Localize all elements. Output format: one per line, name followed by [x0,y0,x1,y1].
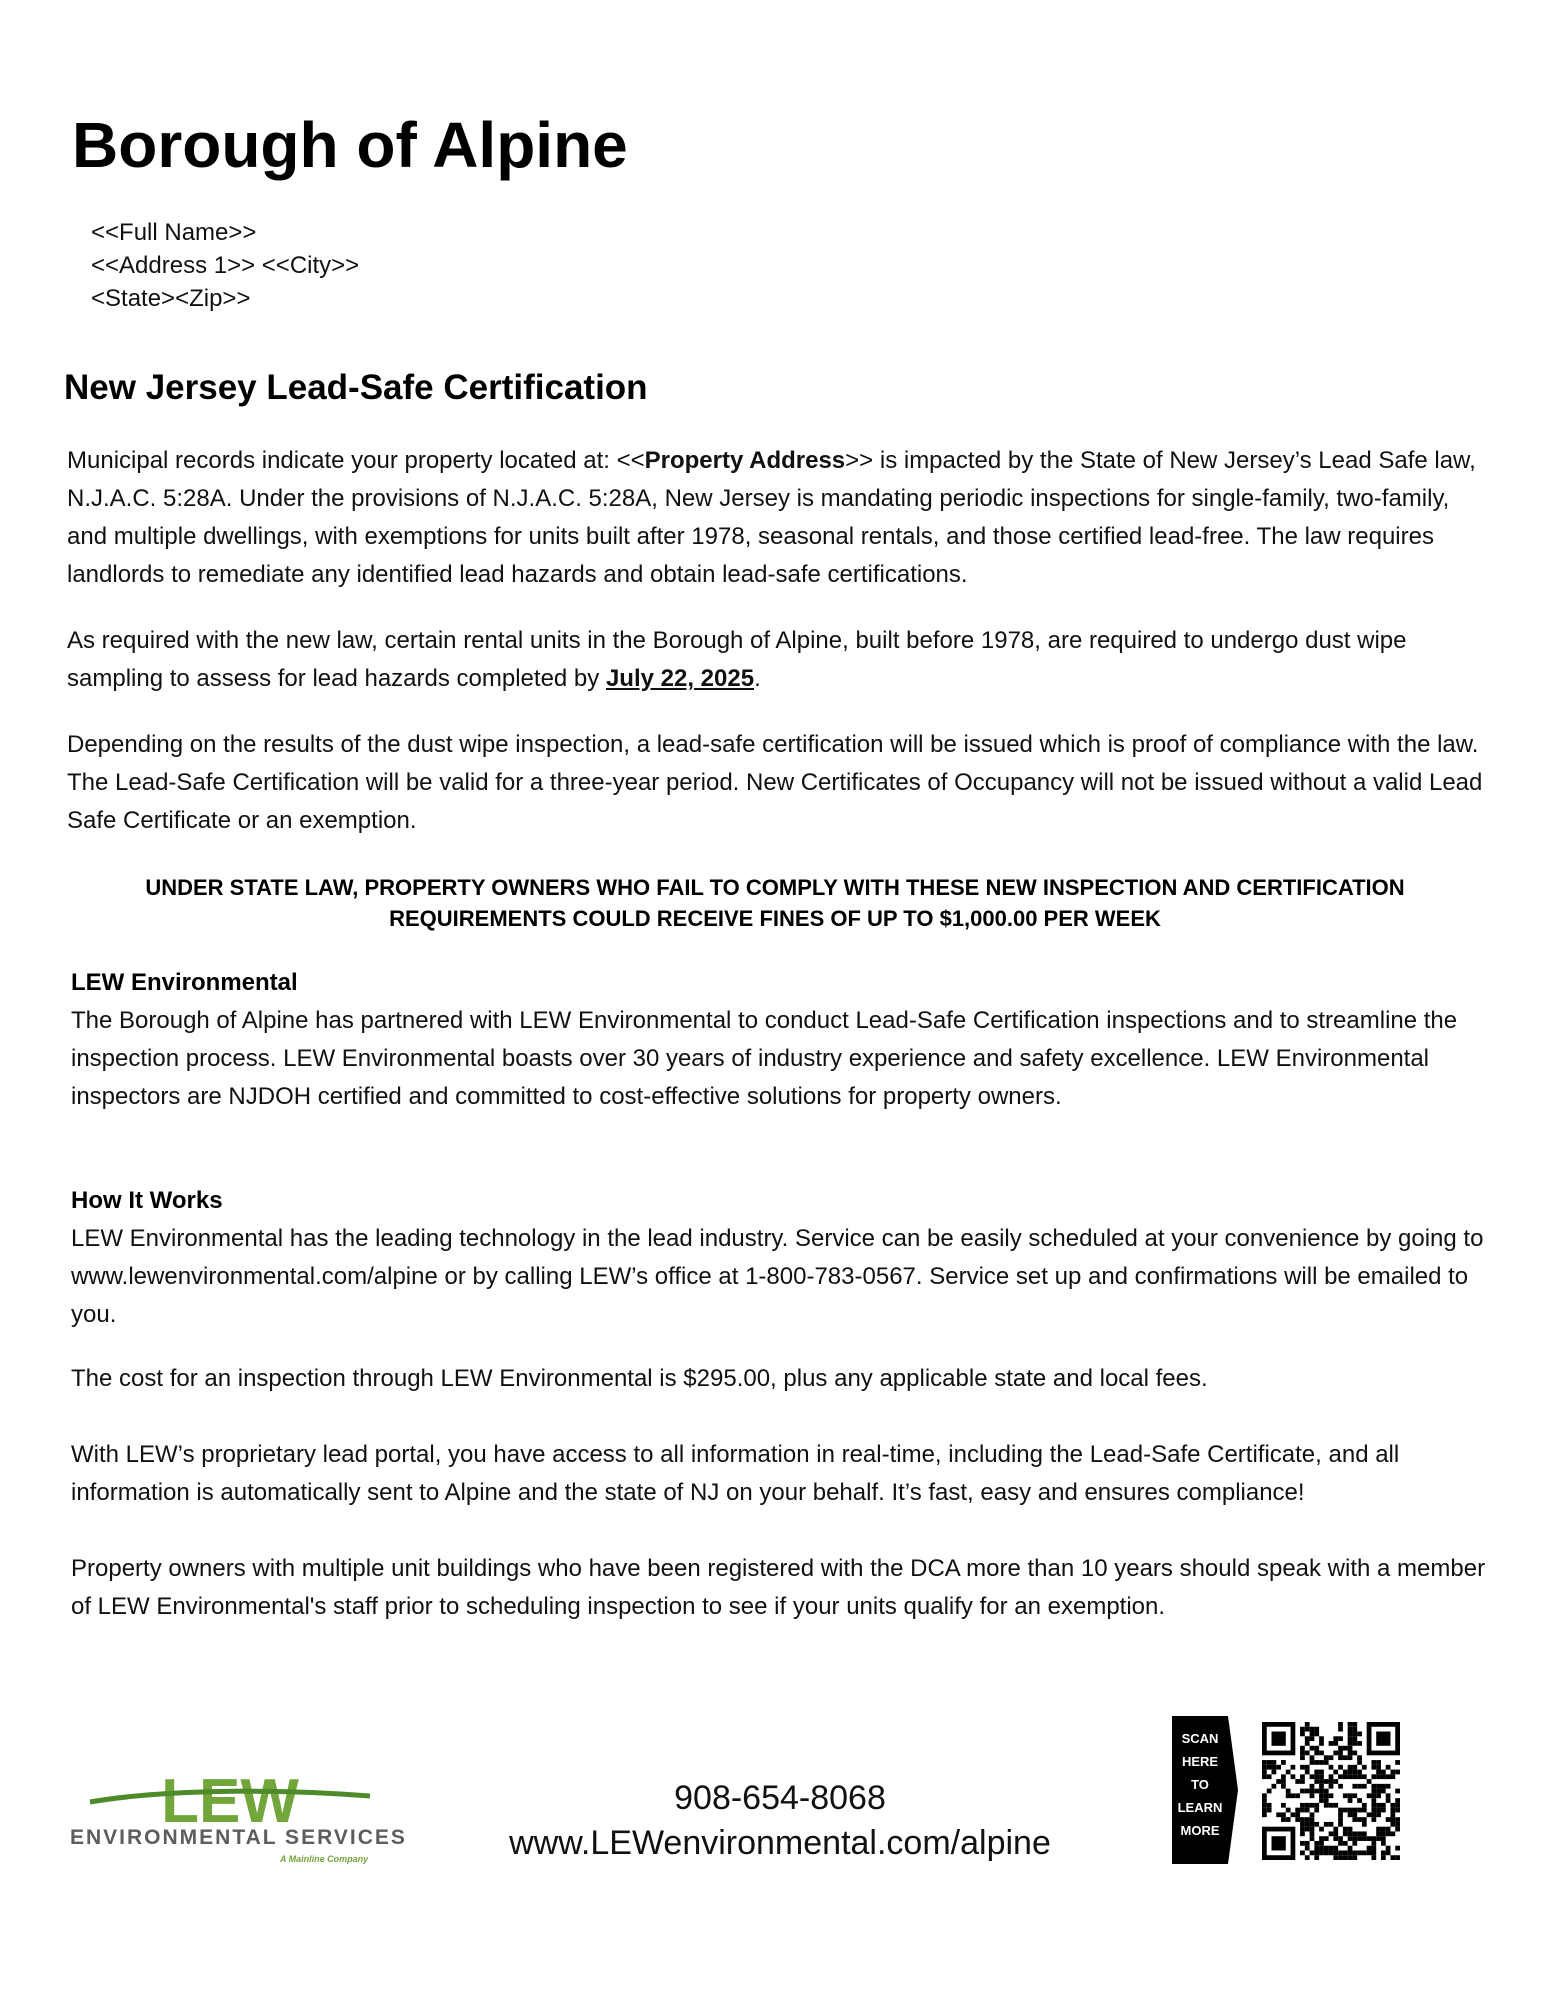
recipient-address [91,216,359,315]
scan-line-1: SCAN [1181,1731,1219,1746]
recipient-state-zip: <State><Zip>> [91,285,251,312]
lew-section [71,964,1491,1116]
multi-unit-paragraph: Property owners with multiple unit buildings who have been registered with the DCA more than 10 years should speak with a member of LEW Environmental's staff prior to scheduling inspection to see if your units qualify for an exemption. [71,1555,1486,1620]
logo-subtext: A Mainline Company [280,1854,369,1864]
lew-logo-icon [70,1762,390,1826]
scan-here-badge [1172,1716,1228,1864]
portal-paragraph: With LEW’s proprietary lead portal, you have access to all information in real-time, including the Lead-Safe Certificate, and all information is automatically sent to Alpine and the state of NJ on your behalf. It’s fast, easy and ensures compliance! [71,1441,1400,1506]
footer-website[interactable]: www.LEWenvironmental.com/alpine [509,1824,1051,1862]
fine-warning: UNDER STATE LAW, PROPERTY OWNERS WHO FAIL TO COMPLY WITH THESE NEW INSPECTION AND CERTIFICATION REQUIREMENTS COULD RECEIVE FINES OF UP TO $1,000.00 PER WEEK [145,875,1405,931]
recipient-street-city: <<Address 1>> <<City>> [91,252,360,279]
section-heading: New Jersey Lead-Safe Certification [64,368,648,407]
property-address-placeholder: Property Address [644,447,846,474]
qr-code-icon[interactable] [1262,1722,1400,1860]
scan-line-2: HERE [1181,1754,1219,1769]
how-it-works-text: LEW Environmental has the leading technology in the lead industry. Service can be easily scheduled at your convenience by going to www.lewenvironmental.com/alpine or by calling LEW’s office at 1-800-783-0567. Service set up and confirmations will be emailed to you. [71,1225,1484,1328]
lew-section-text: The Borough of Alpine has partnered with LEW Environmental to conduct Lead-Safe Certification inspections and to streamline the inspection process. LEW Environmental boasts over 30 years of industry experience and safety excellence. LEW Environmental inspectors are NJDOH certified and committed to cost-effective solutions for property owners. [71,1007,1458,1110]
page-title: Borough of Alpine [72,109,628,181]
results-paragraph: Depending on the results of the dust wipe inspection, a lead-safe certification will be issued which is proof of compliance with the law. The Lead-Safe Certification will be valid for a three-year period. New Certificates of Occupancy will not be issued without a valid Lead Safe Certificate or an exemption. [67,731,1483,834]
requirement-end: . [754,665,761,692]
intro-after: >> is impacted by the State of New Jersey’s Lead Safe law, N.J.A.C. 5:28A. Under the provisions of N.J.A.C. 5:28A, New Jersey is mandating periodic inspections for single-family, two-family, and multiple dwellings, with exemptions for units built after 1978, seasonal rentals, and those certified lead-free. The law requires landlords to remediate any identified lead hazards and obtain lead-safe certifications. [67,447,1476,588]
lew-section-title: LEW Environmental [71,969,298,996]
intro-paragraph [67,442,1487,594]
cost-paragraph: The cost for an inspection through LEW Environmental is $295.00, plus any applicable state and local fees. [71,1365,1208,1392]
intro-before: Municipal records indicate your property located at: << [67,447,645,474]
deadline-date: July 22, 2025 [605,665,755,692]
scan-line-3: TO [1191,1777,1209,1792]
how-it-works-title: How It Works [71,1187,223,1214]
logo-text: ENVIRONMENTAL SERVICES [70,1826,407,1849]
scan-arrow-icon [1228,1716,1238,1864]
requirement-text: As required with the new law, certain rental units in the Borough of Alpine, built before 1978, are required to undergo dust wipe sampling to assess for lead hazards completed by [67,627,1407,692]
scan-line-4: LEARN [1177,1800,1223,1815]
lew-logo [70,1762,407,1882]
footer-phone[interactable]: 908-654-8068 [674,1779,886,1817]
scan-line-5: MORE [1180,1823,1220,1838]
how-it-works-section [71,1182,1491,1334]
recipient-name: <<Full Name>> [91,219,257,246]
lew-wordmark: LEW [161,1767,299,1826]
requirement-paragraph [67,622,1487,698]
footer-contact [480,1776,1080,1866]
